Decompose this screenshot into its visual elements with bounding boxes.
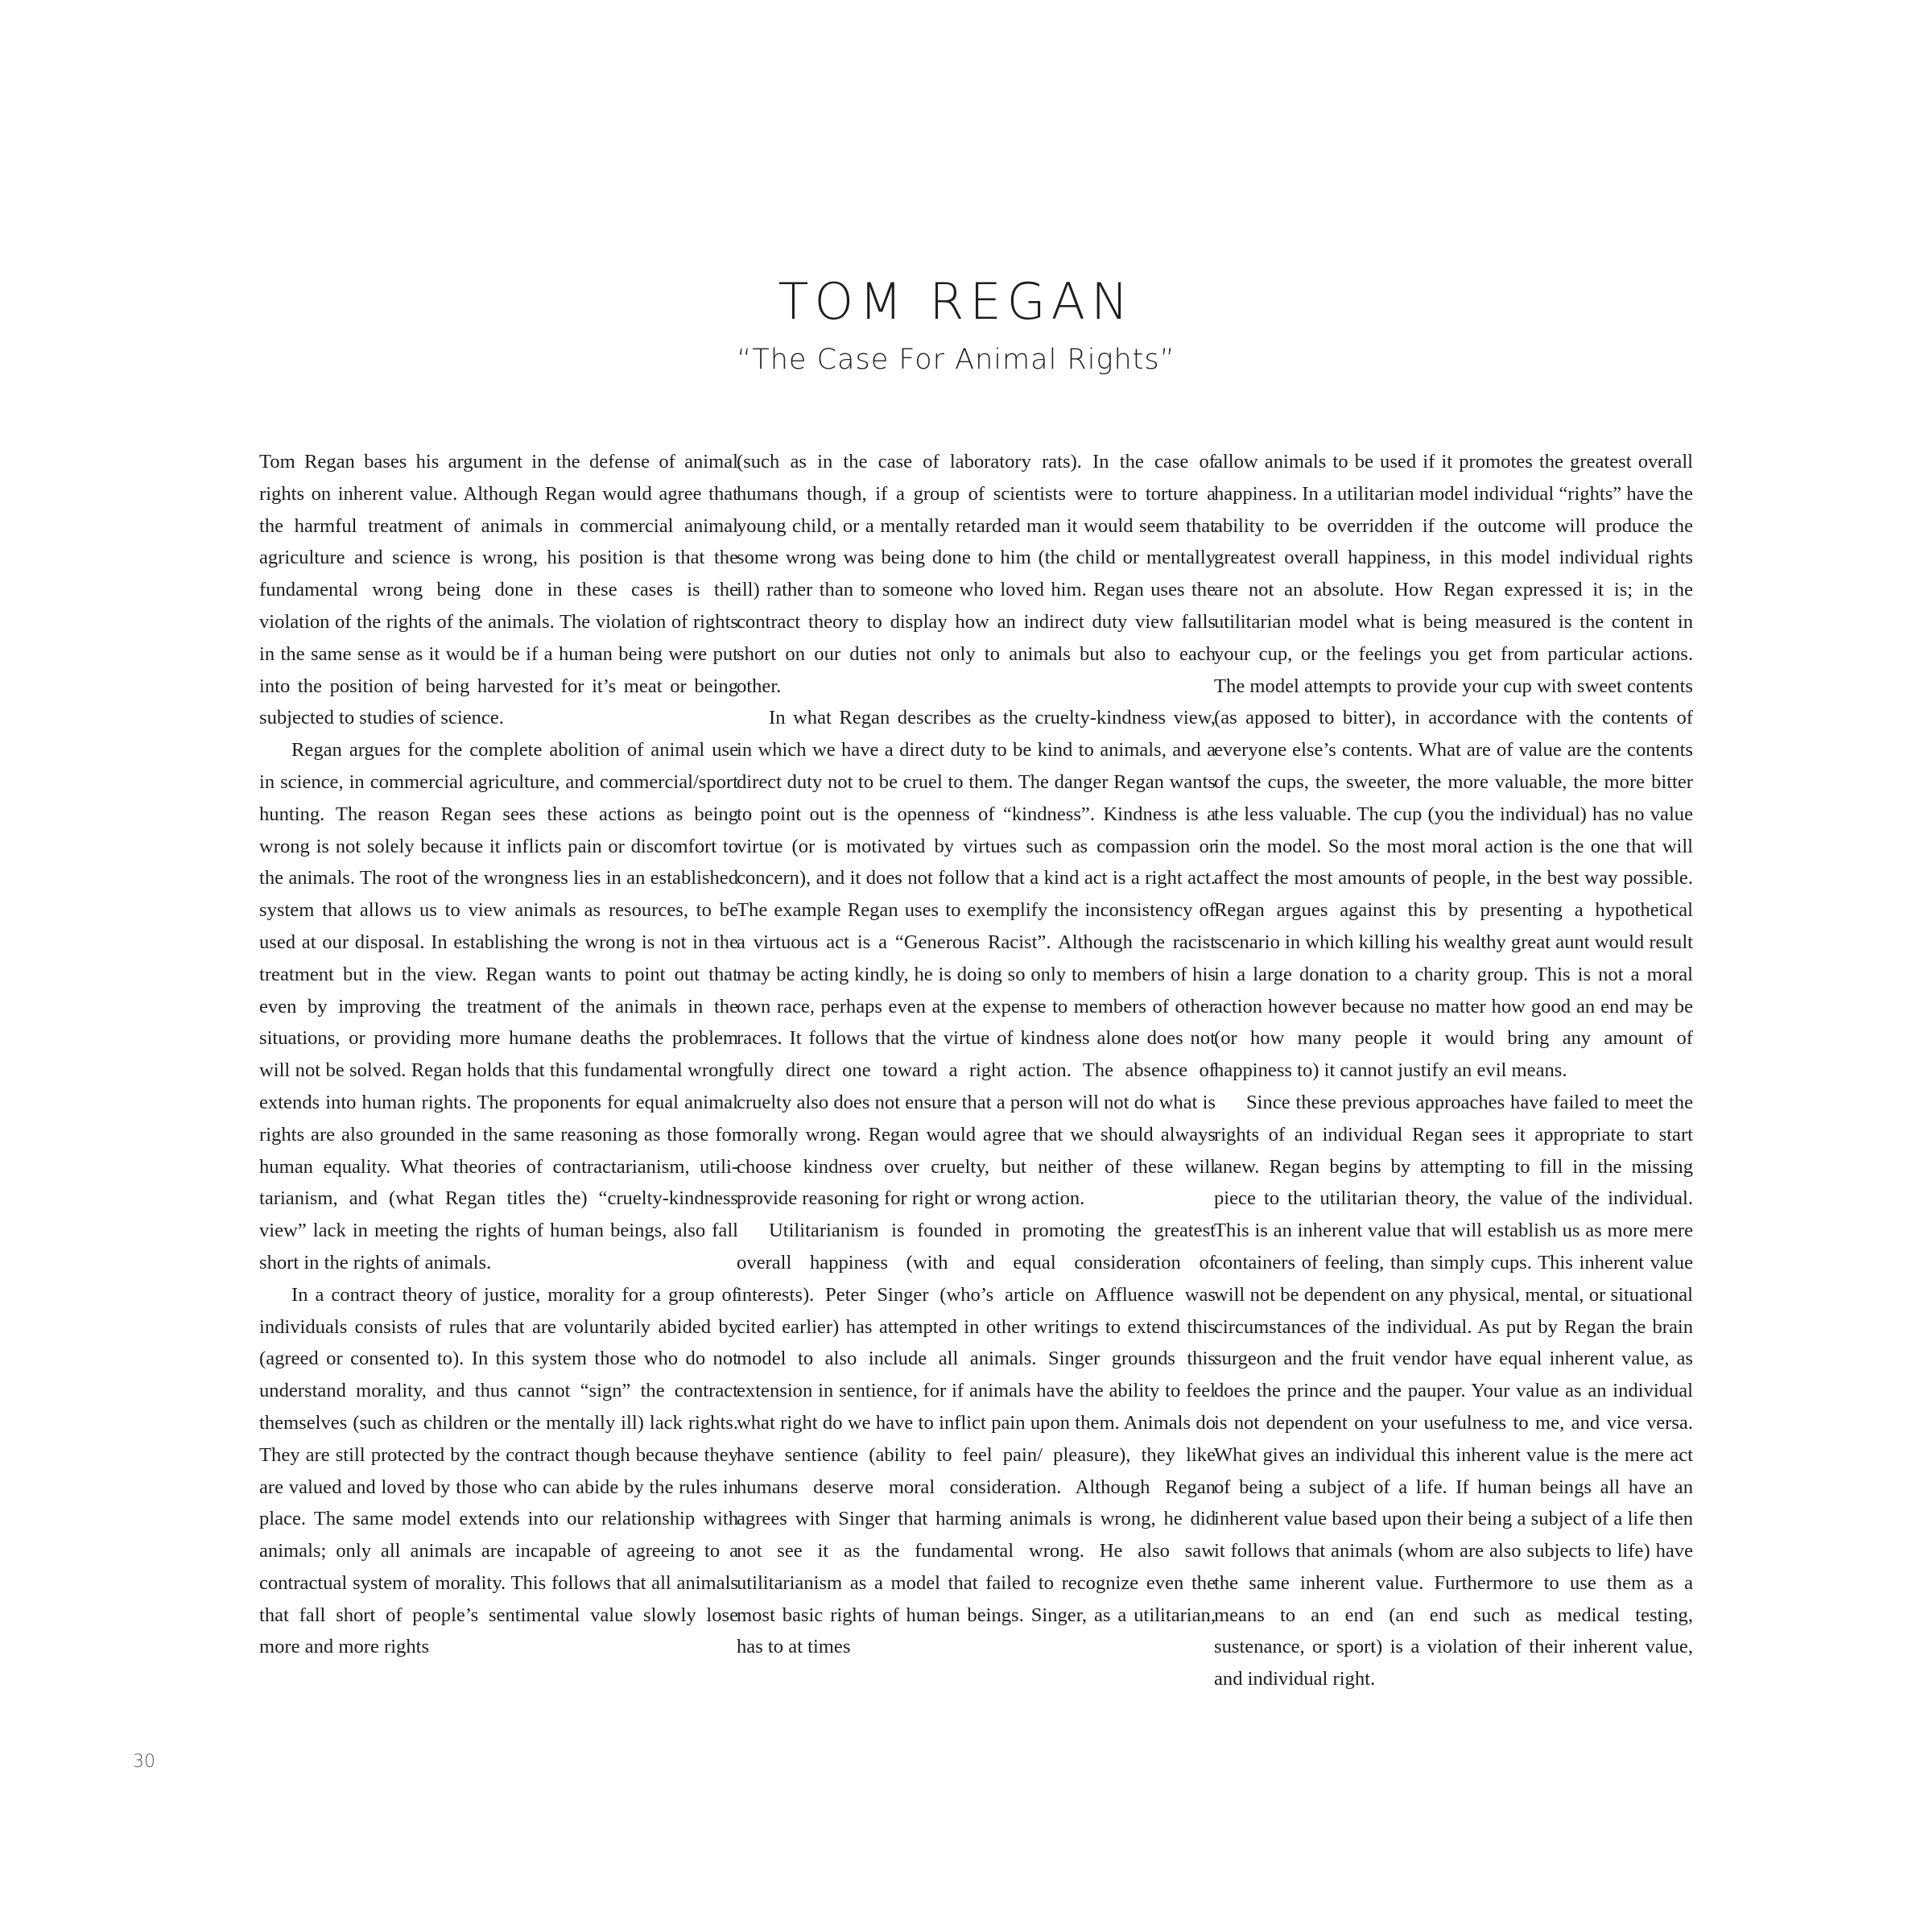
page-subtitle: “The Case For Animal Rights” <box>737 344 1175 376</box>
text-column-1 <box>259 446 738 1663</box>
paragraph: Regan argues for the complete abolition of animal use in science, in commercial agriculture, and commercial/sport hunting. The reason Regan sees these actions as being wrong is not solely because it inflicts pain or discomfort to the animals. The root of the wrongness lies in an established system that allows us to view animals as resources, to be used at our disposal. In establishing the wrong is not in the treatment but in the view. Regan wants to point out that even by improving the treatment of the animals in the situations, or providing more humane deaths the problem will not be solved. Regan holds that this fundamental wrong extends into human rights. The proponents for equal animal rights are also grounded in the same reasoning as those for human equality. What theories of contractarianism, utilitarianism, and (what Regan titles the) “cruelty-kindness view” lack in meeting the rights of human beings, also fall short in the rights of animals. <box>259 739 738 1274</box>
text-column-3 <box>1214 446 1693 1695</box>
paragraph: In a contract theory of justice, morality for a group of individuals consists of rules that are voluntarily abided by (agreed or consented to). In this system those who do not understand morality, and thus cannot “sign” the contract themselves (such as children or the mentally ill) lack rights. They are still protected by the contract though because they are valued and loved by those who can abide by the rules in place. The same model extends into our relationship with animals; only all animals are incapable of agreeing to a contractual system of morality. This follows that all animals that fall short of people’s sentimental value slowly lose more and more rights <box>259 1283 738 1658</box>
paragraph: Since these previous approaches have failed to meet the rights of an individual Regan sees it appropriate to start anew. Regan begins by attempting to fill in the missing piece to the utilitarian theory, the value of the individual. This is an inherent value that will establish us as more mere containers of feeling, than simply cups. This inherent value will not be dependent on any physical, mental, or situational circumstances of the individual. As put by Regan the brain surgeon and the fruit vendor have equal inherent value, as does the prince and the pauper. Your value as an individual is not dependent on your usefulness to me, and vice versa. What gives an individual this inherent value is the mere act of being a subject of a life. If human beings all have an inherent value based upon their being a subject of a life then it follows that animals (whom are also subjects to life) have the same inherent value. Furthermore to use them as a means to an end (an end such as medical testing, sustenance, or sport) is a violation of their inherent value, and individual right. <box>1214 1091 1693 1690</box>
page-number: 30 <box>133 1752 155 1772</box>
paragraph: In what Regan describes as the cruelty-kindness view, in which we have a direct duty to be kind to animals, and a direct duty not to be cruel to them. The danger Regan wants to point out is the openness of “kindness”. Kindness is a virtue (or is motivated by virtues such as compassion or concern), and it does not follow that a kind act is a right act. The example Regan uses to exemplify the inconsistency of a virtuous act is a “Generous Racist”. Although the racist may be acting kindly, he is doing so only to members of his own race, perhaps even at the expense to members of other races. It follows that the virtue of kindness alone does not fully direct one toward a right action. The absence of cruelty also does not ensure that a person will not do what is morally wrong. Regan would agree that we should always choose kindness over cruelty, but neither of these will provide reasoning for right or wrong action. <box>737 707 1216 1210</box>
paragraph: Tom Regan bases his argument in the defense of animal rights on inherent value. Although Regan would agree that the harmful treatment of animals in commercial animal agriculture and science is wrong, his position is that the fundamental wrong being done in these cases is the violation of the rights of the animals. The violation of rights in the same sense as it would be if a human being were put into the position of being harvested for it’s meat or being subjected to studies of science. <box>259 451 738 729</box>
text-column-2 <box>737 446 1216 1663</box>
paragraph: Utilitarianism is founded in promoting the greatest overall happiness (with and equal consideration of interests). Peter Singer (who’s article on Affluence was cited earlier) has attempted in other writings to extend this model to also include all animals. Singer grounds this extension in sentience, for if animals have the ability to feel what right do we have to inflict pain upon them. Animals do have sentience (ability to feel pain/ pleasure), they like humans deserve moral consideration. Although Regan agrees with Singer that harming animals is wrong, he did not see it as the fundamental wrong. He also saw utilitarianism as a model that failed to recognize even the most basic rights of human beings. Singer, as a utilitarian, has to at times <box>737 1220 1216 1658</box>
paragraph: allow animals to be used if it promotes the greatest overall happiness. In a utilitarian model individual “rights” have the ability to be overridden if the outcome will produce the greatest overall happiness, in this model individual rights are not an absolute. How Regan expressed it is; in the utilitarian model what is being measured is the content in your cup, or the feelings you get from particular actions. The model attempts to provide your cup with sweet contents (as apposed to bitter), in accordance with the contents of everyone else’s contents. What are of value are the contents of the cups, the sweeter, the more valuable, the more bitter the less valuable. The cup (you the individual) has no value in the model. So the most moral action is the one that will affect the most amounts of people, in the best way possible. Regan argues against this by presenting a hypothetical scenario in which killing his wealthy great aunt would result in a large donation to a charity group. This is not a moral action however because no matter how good an end may be (or how many people it would bring any amount of happiness to) it cannot justify an evil means. <box>1214 451 1693 1082</box>
page-title: TOM REGAN <box>778 272 1134 331</box>
paragraph: (such as in the case of laboratory rats). In the case of humans though, if a group of scientists were to torture a young child, or a mentally retarded man it would seem that some wrong was being done to him (the child or mentally ill) rather than to someone who loved him. Regan uses the contract theory to display how an indirect duty view falls short on our duties not only to animals but also to each other. <box>737 451 1216 697</box>
